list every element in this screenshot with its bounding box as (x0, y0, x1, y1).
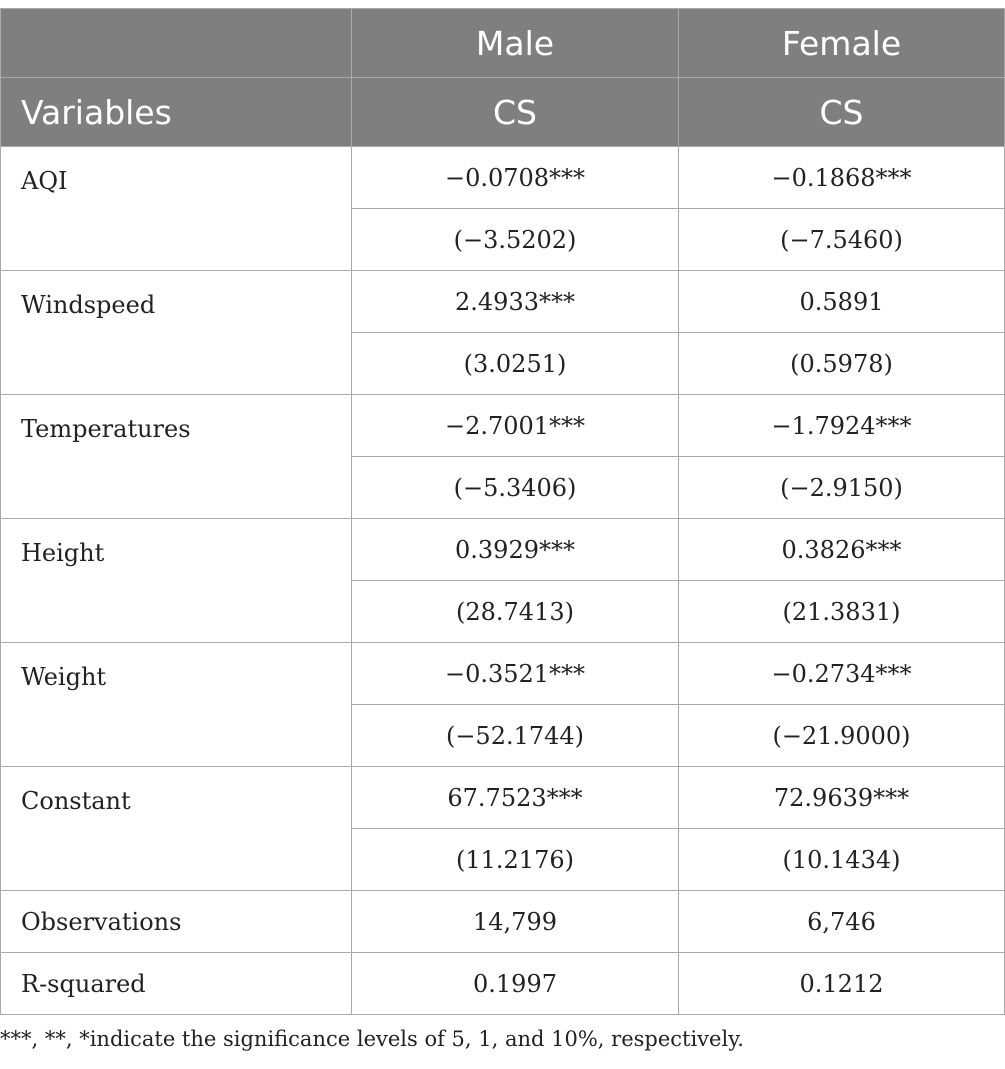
female-value: 6,746 (679, 891, 1005, 953)
row-constant-coef (1, 767, 1005, 829)
variable-label: Constant (1, 767, 352, 891)
row-aqi-coef (1, 147, 1005, 209)
female-tstat: (−2.9150) (679, 457, 1005, 519)
variable-label: Temperatures (1, 395, 352, 519)
header-variables: Variables (1, 78, 352, 147)
subhead-female-cs: CS (679, 78, 1005, 147)
row-weight-coef (1, 643, 1005, 705)
female-tstat: (−7.5460) (679, 209, 1005, 271)
subhead-male-cs: CS (352, 78, 679, 147)
female-tstat: (−21.9000) (679, 705, 1005, 767)
male-coef: 2.4933*** (352, 271, 679, 333)
female-tstat: (21.3831) (679, 581, 1005, 643)
variable-label: Weight (1, 643, 352, 767)
variable-label: R-squared (1, 953, 352, 1015)
row-height-coef (1, 519, 1005, 581)
variable-label: Height (1, 519, 352, 643)
female-coef: 72.9639*** (679, 767, 1005, 829)
regression-table (0, 8, 1005, 1015)
header-empty-cell (1, 9, 352, 78)
row-windspeed-coef (1, 271, 1005, 333)
variable-label: Windspeed (1, 271, 352, 395)
male-coef: 67.7523*** (352, 767, 679, 829)
male-tstat: (−5.3406) (352, 457, 679, 519)
row-temperatures-coef (1, 395, 1005, 457)
male-coef: −0.3521*** (352, 643, 679, 705)
female-tstat: (0.5978) (679, 333, 1005, 395)
male-tstat: (−3.5202) (352, 209, 679, 271)
header-male: Male (352, 9, 679, 78)
female-coef: −1.7924*** (679, 395, 1005, 457)
female-coef: 0.5891 (679, 271, 1005, 333)
female-coef: −0.2734*** (679, 643, 1005, 705)
row-r-squared (1, 953, 1005, 1015)
variable-label: AQI (1, 147, 352, 271)
female-coef: −0.1868*** (679, 147, 1005, 209)
male-coef: −2.7001*** (352, 395, 679, 457)
header-row-subheads (1, 78, 1005, 147)
male-value: 0.1997 (352, 953, 679, 1015)
male-tstat: (−52.1744) (352, 705, 679, 767)
male-coef: 0.3929*** (352, 519, 679, 581)
male-tstat: (3.0251) (352, 333, 679, 395)
male-coef: −0.0708*** (352, 147, 679, 209)
header-female: Female (679, 9, 1005, 78)
variable-label: Observations (1, 891, 352, 953)
female-value: 0.1212 (679, 953, 1005, 1015)
male-tstat: (28.7413) (352, 581, 679, 643)
table-footnote: ***, **, *indicate the significance levels of 5, 1, and 10%, respectively. (0, 1027, 744, 1051)
male-value: 14,799 (352, 891, 679, 953)
male-tstat: (11.2176) (352, 829, 679, 891)
header-row-groups (1, 9, 1005, 78)
female-coef: 0.3826*** (679, 519, 1005, 581)
row-observations (1, 891, 1005, 953)
female-tstat: (10.1434) (679, 829, 1005, 891)
